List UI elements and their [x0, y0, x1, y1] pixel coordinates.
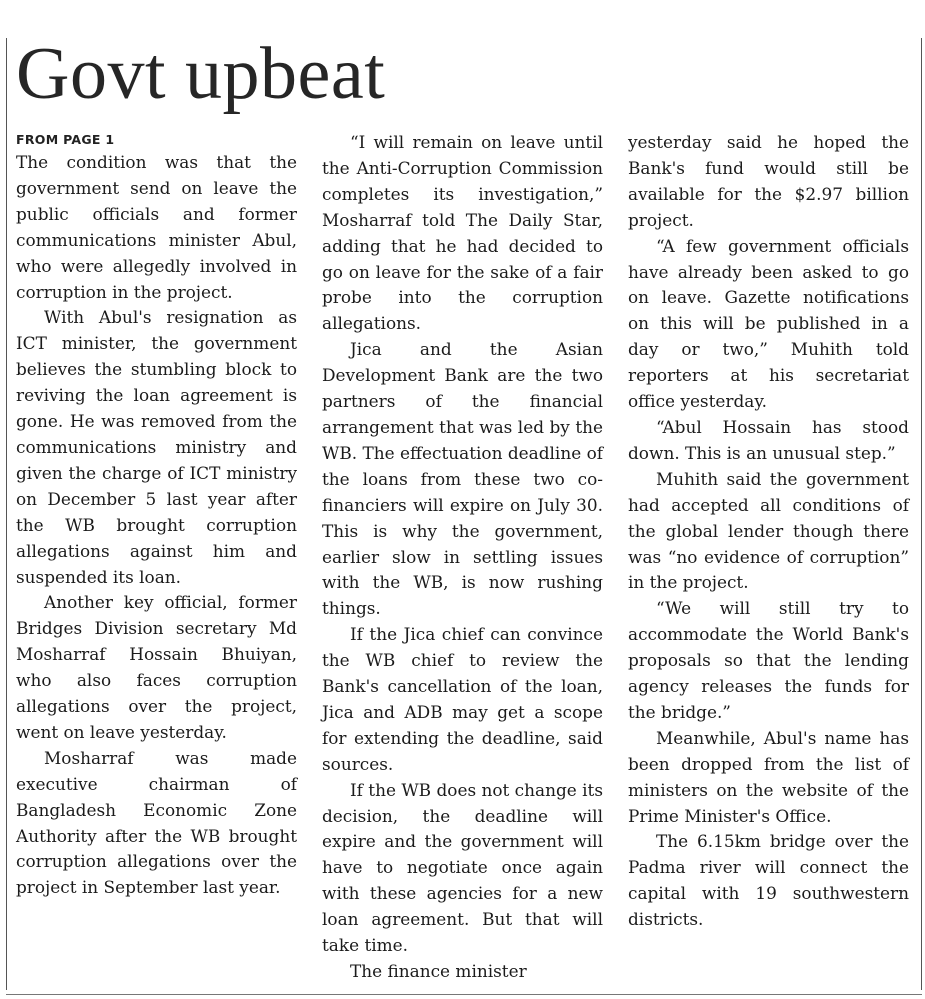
headline: Govt upbeat — [16, 33, 386, 115]
article-column-1 — [16, 130, 297, 901]
bottom-rule — [6, 994, 922, 995]
article-column-3 — [628, 130, 909, 933]
paragraph: “A few government officials have already been asked to go on leave. Gazette notifications on this will be published in a day or two,” Muhith told reporters at his secretariat office yesterday. — [628, 235, 909, 412]
paragraph: Muhith said the government had accepted all conditions of the global lender though there was “no evidence of corruption” in the project. — [628, 468, 909, 593]
paragraph: Another key official, former Bridges Division secretary Md Mosharraf Hossain Bhuiyan, who also faces corruption allegations over the project, went on leave yesterday. — [16, 592, 297, 742]
paragraph: “Abul Hossain has stood down. This is an unusual step.” — [628, 416, 909, 463]
paragraph: Meanwhile, Abul's name has been dropped from the list of ministers on the website of the Prime Minister's Office. — [628, 727, 909, 826]
paragraph: “We will still try to accommodate the World Bank's proposals so that the lending agency releases the funds for the bridge.” — [628, 598, 909, 722]
paragraph: The finance minister — [350, 961, 527, 981]
jump-kicker: FROM PAGE 1 — [16, 132, 115, 147]
left-column-rule — [6, 38, 7, 990]
paragraph: The condition was that the government send on leave the public officials and former communications minister Abul, who were allegedly involved in corruption in the project. — [16, 152, 297, 302]
paragraph: The 6.15km bridge over the Padma river will connect the capital with 19 southwestern districts. — [628, 831, 909, 930]
paragraph-continued: yesterday said he hoped the Bank's fund would still be available for the $2.97 billion project. — [628, 132, 909, 230]
paragraph: Mosharraf was made executive chairman of Bangladesh Economic Zone Authority after the WB brought corruption allegations over the project in September last year. — [16, 747, 297, 898]
article-column-2 — [322, 130, 603, 985]
paragraph: With Abul's resignation as ICT minister, the government believes the stumbling block to reviving the loan agreement is gone. He was removed from the communications ministry and given the charge of ICT ministry on December 5 last year after the WB brought corruption allegations against him and suspended its loan. — [16, 307, 297, 587]
paragraph: Jica and the Asian Development Bank are the two partners of the financial arrangement that was led by the WB. The effectuation deadline of the loans from these two co-financiers will expire on July 30. This is why the government, earlier slow in settling issues with the WB, is now rushing things. — [322, 339, 603, 619]
paragraph: If the Jica chief can convince the WB chief to review the Bank's cancellation of the loan, Jica and ADB may get a scope for extending the deadline, said sources. — [322, 624, 603, 774]
paragraph: If the WB does not change its decision, the deadline will expire and the government will have to negotiate once again with these agencies for a new loan agreement. But that will take time. — [322, 779, 604, 956]
right-column-rule — [921, 38, 922, 990]
paragraph: “I will remain on leave until the Anti-Corruption Commission completes its investigation,” Mosharraf told The Daily Star, adding that he had decided to go on leave for the sake of a fair probe into the corruption allegations. — [322, 132, 603, 334]
